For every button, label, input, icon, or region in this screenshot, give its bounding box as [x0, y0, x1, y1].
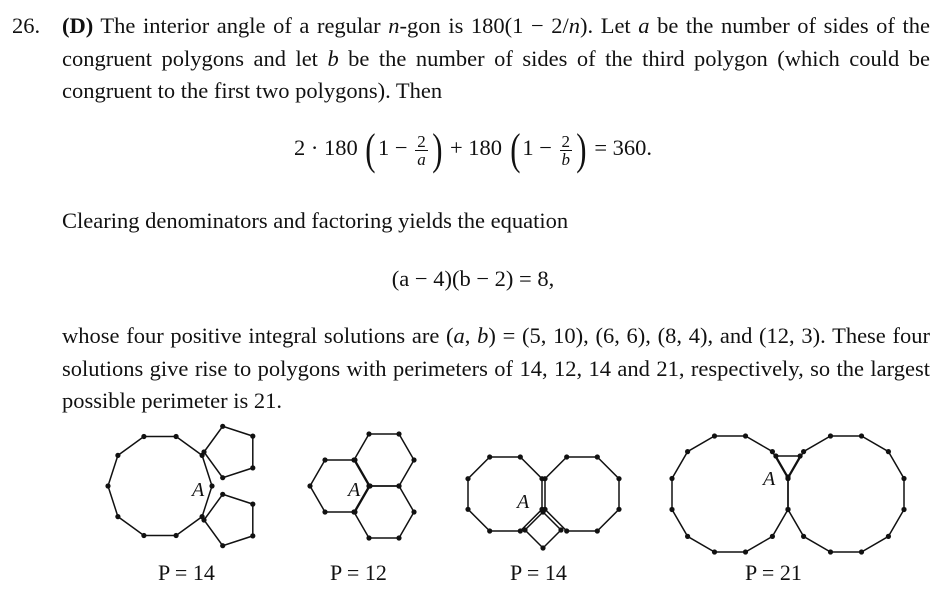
vertex-dot	[785, 474, 790, 479]
solutions-paragraph: whose four positive integral solutions are (a, b) = (5, 10), (6, 6), (8, 4), and (12, 3). These four solutions give rise to polygons with perimeters of 14, 12, 14 and 21, respectively, so the largest possible perimeter is 21.	[62, 323, 931, 413]
vertex-dot	[798, 453, 803, 458]
vertex-dot	[396, 483, 401, 488]
vertex-dot	[465, 507, 470, 512]
vertex-dot	[220, 492, 225, 497]
vertex-dot	[351, 509, 356, 514]
vertex-dot	[411, 509, 416, 514]
vertex-dot	[250, 533, 255, 538]
vertex-dot	[307, 483, 312, 488]
octagon-left	[468, 457, 542, 531]
vertex-dot	[396, 535, 401, 540]
vertex-dot	[105, 483, 110, 488]
vertex-dot	[712, 433, 717, 438]
vertex-dot	[801, 534, 806, 539]
vertex-dot	[828, 549, 833, 554]
vertex-dot	[886, 534, 891, 539]
vertex-dot	[366, 483, 371, 488]
vertex-dot	[901, 507, 906, 512]
vertex-dot	[174, 533, 179, 538]
vertex-dot	[141, 533, 146, 538]
vertex-dot	[366, 535, 371, 540]
vertex-dot	[518, 454, 523, 459]
vertex-dot	[669, 507, 674, 512]
vertex-dot	[685, 449, 690, 454]
vertex-dot	[141, 434, 146, 439]
clearing-text: Clearing denominators and factoring yields the equation	[62, 208, 569, 233]
hexagon-top	[354, 434, 414, 486]
vertex-dot	[542, 476, 547, 481]
fraction-2-over-b: $\frac{2}{b}$	[561, 131, 571, 169]
hexagon-bottom	[354, 486, 414, 538]
vertex-dot	[901, 476, 906, 481]
vertex-dot	[801, 449, 806, 454]
intro-paragraph: (D) The interior angle of a regular n-gon is 180(1 − 2/n). Let a be the number of sides of the congruent polygons and let b be the number of sides of the third polygon (which could be congruent to the first two polygons). Then	[62, 13, 930, 103]
vertex-dot	[322, 509, 327, 514]
vertex-dot	[201, 517, 206, 522]
answer-label: (D)	[62, 13, 94, 38]
problem-number: 26.	[12, 13, 41, 38]
vertex-dot	[250, 434, 255, 439]
equation-interior-angles: 2 · 180 (1 − $\frac{2}{a}$ ) + 180 (1 − $\frac{2}{b}$ ) = 360.	[293, 125, 653, 174]
hexagon-left	[310, 460, 370, 512]
vertex-dot	[115, 514, 120, 519]
fraction-2-over-a: $\frac{2}{a}$	[417, 131, 426, 169]
vertex-dot	[220, 475, 225, 480]
figure-2-polygons	[307, 431, 416, 540]
vertex-dot	[487, 528, 492, 533]
vertex-dot	[595, 454, 600, 459]
vertex-dot	[487, 454, 492, 459]
vertex-dot	[685, 534, 690, 539]
vertex-dot	[595, 528, 600, 533]
figure-3-polygons	[465, 454, 621, 550]
vertex-dot	[785, 507, 790, 512]
vertex-dot	[396, 431, 401, 436]
vertex-dot	[209, 483, 214, 488]
vertex-dot	[828, 433, 833, 438]
vertex-dot	[886, 449, 891, 454]
vertex-dot	[540, 545, 545, 550]
vertex-dot	[669, 476, 674, 481]
vertex-dot	[770, 534, 775, 539]
vertex-label-3: A	[517, 491, 530, 513]
vertex-dot	[540, 509, 545, 514]
vertex-dot	[201, 449, 206, 454]
vertex-dot	[322, 457, 327, 462]
pentagon-upper	[204, 426, 253, 477]
vertex-dot	[250, 465, 255, 470]
vertex-label-4: A	[763, 468, 776, 490]
vertex-dot	[465, 476, 470, 481]
vertex-dot	[616, 476, 621, 481]
pentagon-lower	[204, 494, 253, 545]
vertex-dot	[115, 453, 120, 458]
octagon-right	[545, 457, 619, 531]
vertex-dot	[174, 434, 179, 439]
caption-figure-4: P = 21	[745, 560, 802, 585]
vertex-dot	[558, 527, 563, 532]
vertex-dot	[411, 457, 416, 462]
square	[525, 512, 561, 548]
vertex-dot	[564, 454, 569, 459]
equation-factored: (a − 4)(b − 2) = 8,	[391, 266, 555, 291]
vertex-dot	[564, 528, 569, 533]
vertex-dot	[250, 502, 255, 507]
vertex-dot	[712, 549, 717, 554]
vertex-label-2: A	[348, 479, 361, 501]
vertex-dot	[351, 457, 356, 462]
vertex-dot	[859, 433, 864, 438]
vertex-dot	[522, 527, 527, 532]
vertex-dot	[220, 424, 225, 429]
vertex-dot	[773, 453, 778, 458]
caption-figure-2: P = 12	[330, 560, 387, 585]
vertex-dot	[366, 431, 371, 436]
vertex-dot	[859, 549, 864, 554]
triangle	[776, 456, 800, 477]
figure-1-polygons	[105, 424, 255, 549]
vertex-dot	[743, 549, 748, 554]
vertex-dot	[770, 449, 775, 454]
vertex-dot	[743, 433, 748, 438]
vertex-dot	[518, 528, 523, 533]
vertex-dot	[616, 507, 621, 512]
caption-figure-3: P = 14	[510, 560, 567, 585]
vertex-label-1: A	[192, 479, 205, 501]
caption-figure-1: P = 14	[158, 560, 215, 585]
figure-4-polygons	[669, 433, 906, 554]
vertex-dot	[220, 543, 225, 548]
